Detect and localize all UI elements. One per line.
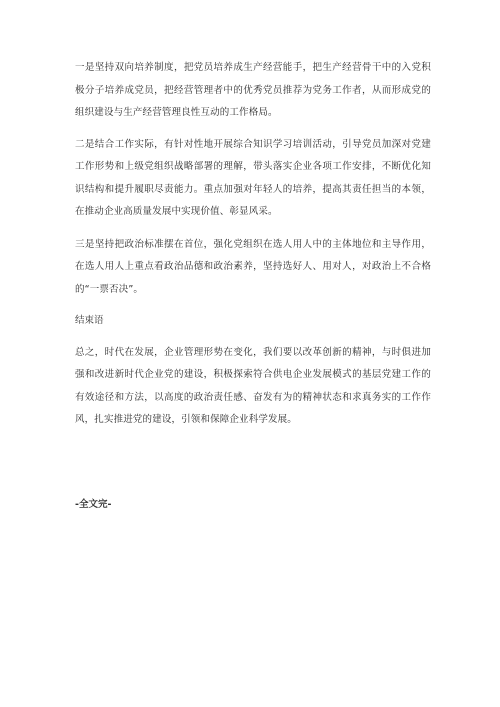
paragraph-political-standard: 三是坚持把政治标准摆在首位，强化党组织在选人用人中的主体地位和主导作用，在选人用人上重点看政治品德和政治素养，坚持选好人、用对人，对政治上不合格的“一票否决”。 xyxy=(75,238,431,295)
conclusion-paragraph: 总之，时代在发展，企业管理形势在变化，我们要以改革创新的精神，与时俱进加强和改进新时代企业党的建设，积极探索符合供电企业发展模式的基层党建工作的有效途径和方法，以高度的政治责任感、奋发有为的精神状态和求真务实的工作作风，扎实推进党的建设，引领和保障企业科学发展。 xyxy=(75,346,431,425)
paragraph-dual-training: 一是坚持双向培养制度，把党员培养成生产经营能手，把生产经营骨干中的入党积极分子培养成党员，把经营管理者中的优秀党员推荐为党务工作者，从而形成党的组织建设与生产经营管理良性互动的工作格局。 xyxy=(75,62,431,118)
conclusion-heading: 结束语 xyxy=(75,315,104,326)
document-body xyxy=(75,57,431,432)
paragraph-training-activities: 二是结合工作实际，有针对性地开展综合知识学习培训活动，引导党员加深对党建工作形势和上级党组织战略部署的理解，带头落实企业各项工作安排，不断优化知识结构和提升履职尽责能力。重点加强对年轻人的培养，提高其责任担当的本领，在推动企业高质量发展中实现价值、彰显风采。 xyxy=(75,138,431,217)
end-of-text-mark: -全文完- xyxy=(75,499,112,510)
